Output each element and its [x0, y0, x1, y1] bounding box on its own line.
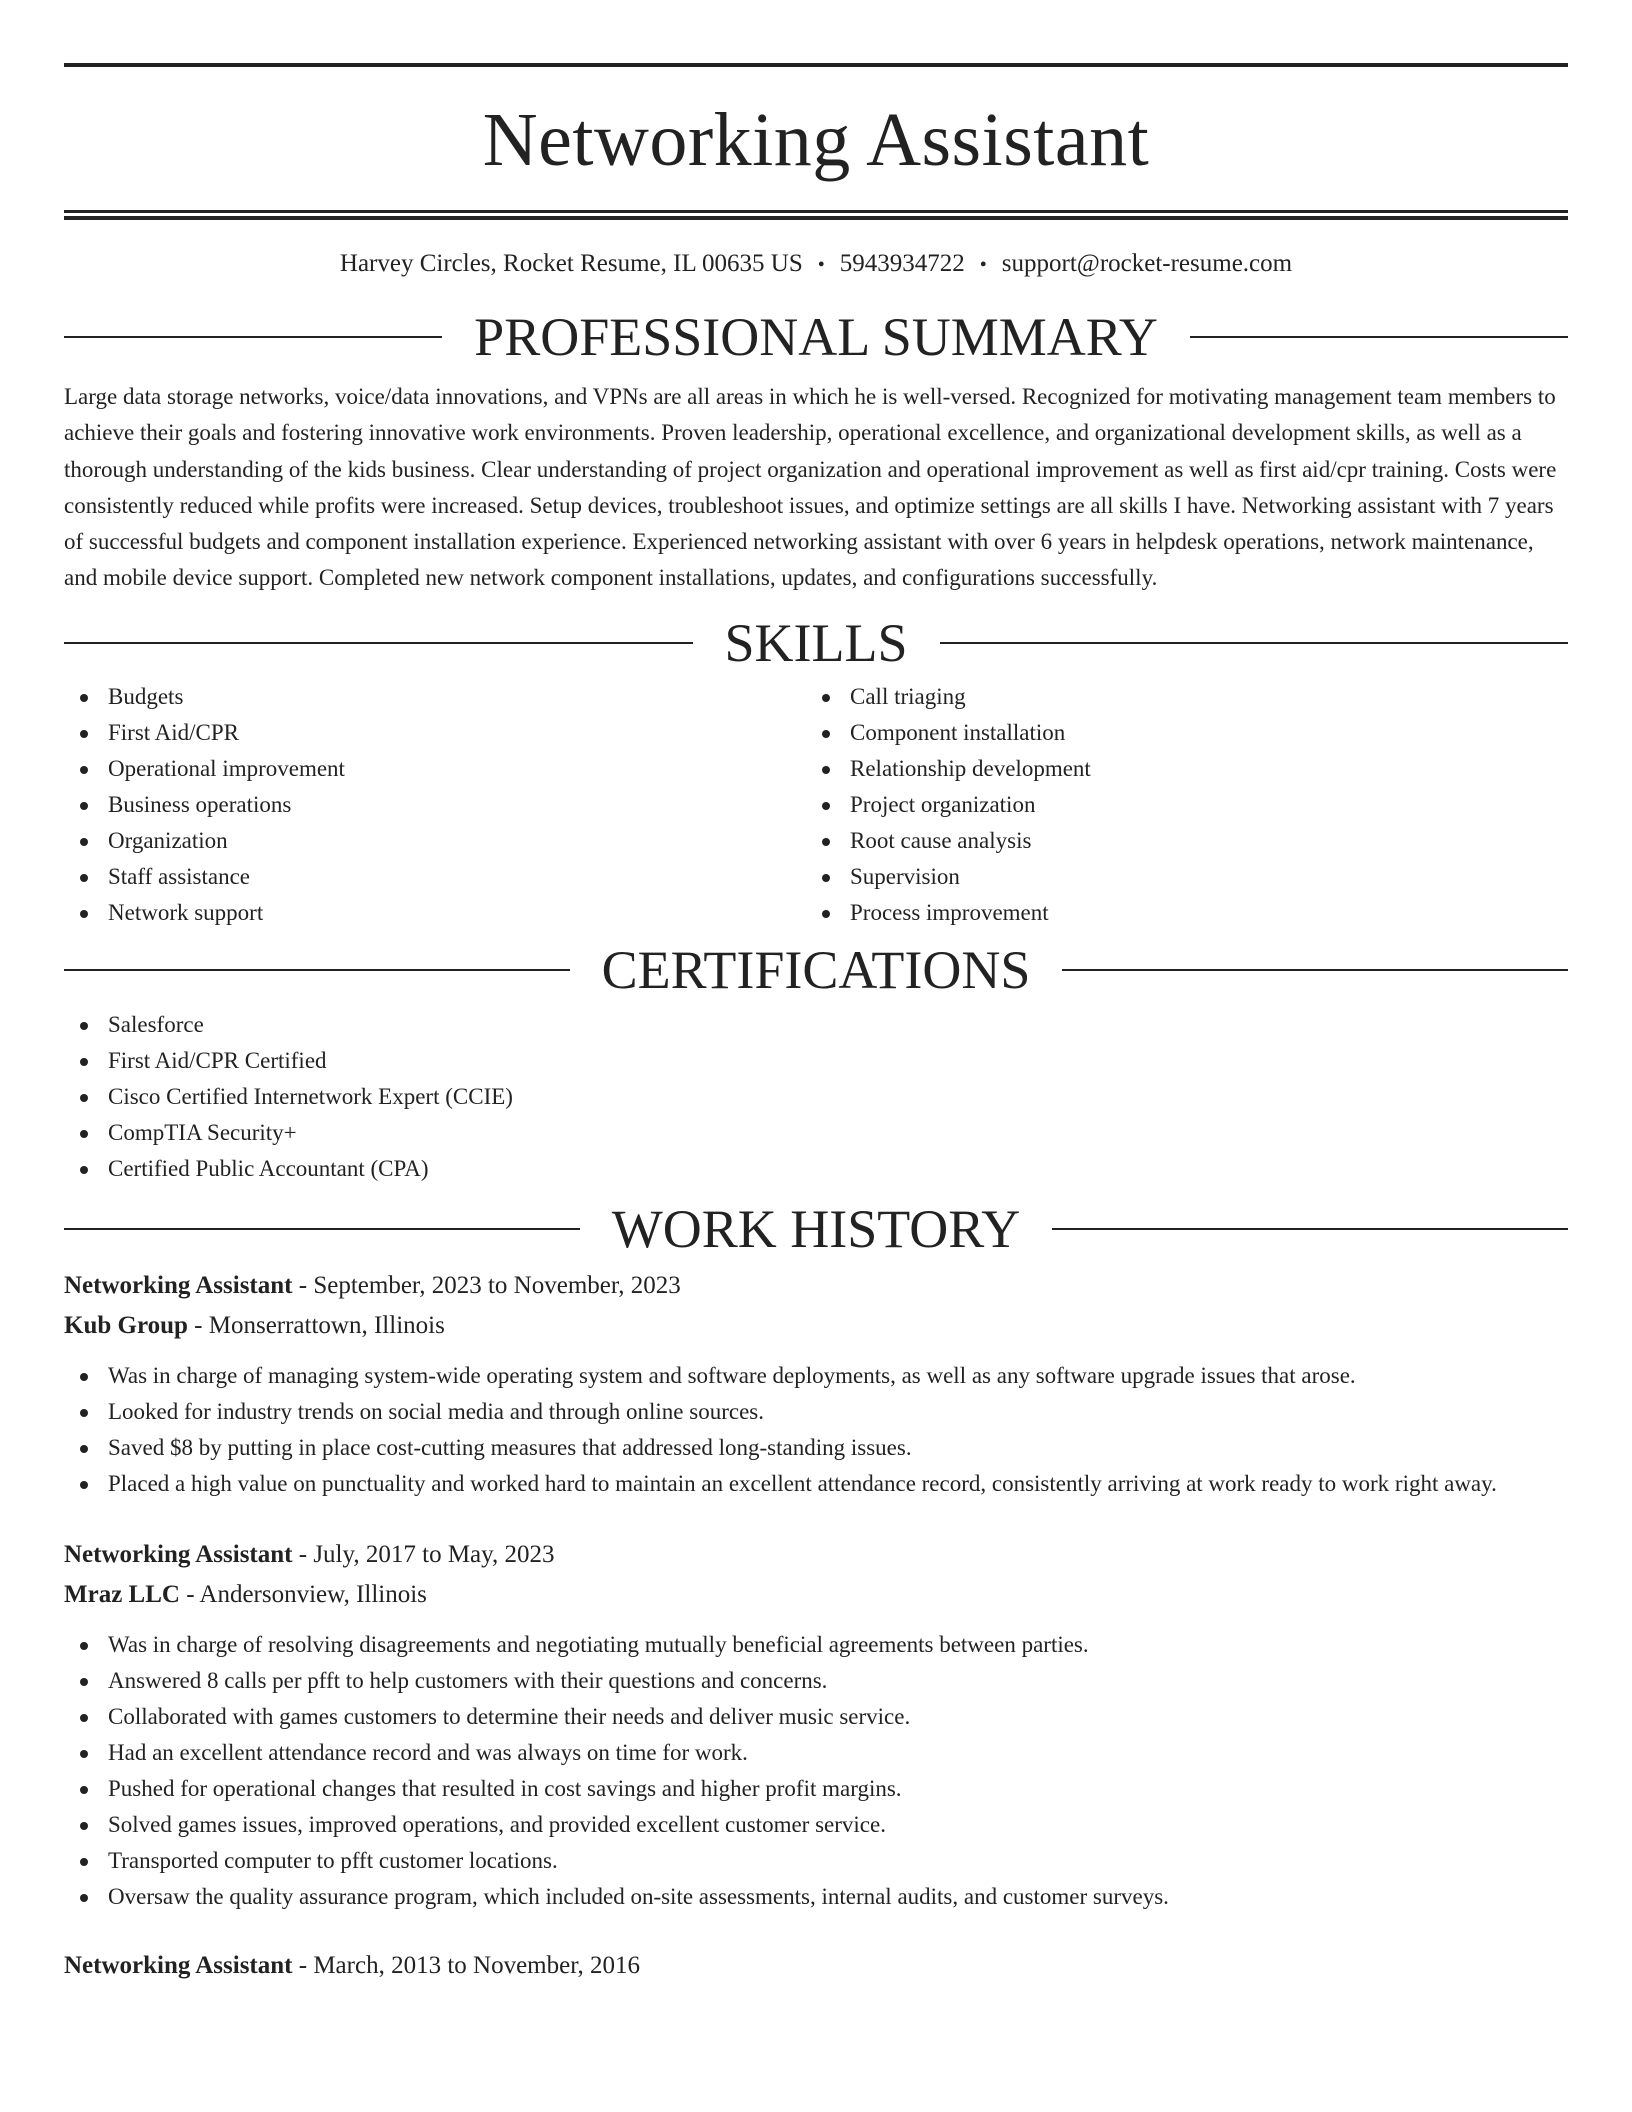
skill-item: [806, 715, 1548, 751]
certification-item-text: Certified Public Accountant (CPA): [108, 1155, 429, 1181]
bullet-icon: [80, 874, 88, 882]
skill-item-text: Business operations: [108, 791, 292, 817]
bullet-icon: [80, 910, 88, 918]
certifications-heading: CERTIFICATIONS: [601, 939, 1031, 1000]
job-title-line: [64, 1946, 1568, 1986]
bullet-icon: [822, 874, 830, 882]
certification-item-text: Salesforce: [108, 1011, 204, 1037]
duty-item: [64, 1699, 1568, 1735]
duty-item: [64, 1627, 1568, 1663]
job-entry: [64, 1535, 1568, 1915]
heading-rule-left: [64, 642, 693, 644]
skill-item: [64, 715, 806, 751]
bullet-icon: [822, 694, 830, 702]
skill-item: [806, 895, 1548, 931]
skill-item-text: Relationship development: [850, 755, 1091, 781]
job-duties-list: [64, 1627, 1568, 1915]
job-company: Kub Group: [64, 1311, 188, 1339]
summary-heading: PROFESSIONAL SUMMARY: [474, 307, 1158, 367]
bullet-icon: [80, 1094, 88, 1102]
certification-item-text: CompTIA Security+: [108, 1119, 297, 1145]
duty-item-text: Looked for industry trends on social media and through online sources.: [108, 1398, 764, 1424]
skill-item-text: Root cause analysis: [850, 827, 1032, 853]
heading-rule-right: [940, 642, 1569, 644]
duty-item: [64, 1879, 1568, 1915]
bullet-icon: [80, 1858, 88, 1866]
work-history-section-heading: [64, 1198, 1568, 1259]
bullet-icon: [80, 802, 88, 810]
skill-item: [806, 751, 1548, 787]
skill-item-text: First Aid/CPR: [108, 719, 240, 745]
bullet-icon: [822, 802, 830, 810]
job-company-line: [64, 1306, 1568, 1346]
job-title-line: [64, 1266, 1568, 1306]
skill-item: [64, 787, 806, 823]
bullet-icon: [80, 1786, 88, 1794]
heading-rule-left: [64, 969, 570, 971]
title-double-rule: [64, 210, 1568, 220]
skill-item-text: Budgets: [108, 683, 184, 709]
duty-item-text: Answered 8 calls per pfft to help customers with their questions and concerns.: [108, 1667, 828, 1693]
job-location: - Andersonview, Illinois: [179, 1580, 427, 1608]
job-dates: - September, 2023 to November, 2023: [292, 1271, 681, 1299]
skills-columns: [64, 679, 1568, 931]
work-history-heading: WORK HISTORY: [611, 1198, 1021, 1259]
top-rule: [64, 63, 1568, 67]
bullet-icon: [80, 1058, 88, 1066]
job-entry: [64, 1946, 1568, 1986]
skills-list-right: [806, 679, 1548, 931]
skill-item: [64, 751, 806, 787]
duty-item-text: Pushed for operational changes that resulted in cost savings and higher profit margins.: [108, 1775, 902, 1801]
contact-separator: •: [979, 254, 987, 276]
resume-page: [64, 0, 1568, 1986]
skill-item: [64, 895, 806, 931]
bullet-icon: [80, 766, 88, 774]
skill-item-text: Component installation: [850, 719, 1066, 745]
duty-item: [64, 1843, 1568, 1879]
bullet-icon: [822, 838, 830, 846]
duty-item: [64, 1466, 1568, 1502]
bullet-icon: [80, 1678, 88, 1686]
duty-item: [64, 1771, 1568, 1807]
duty-item-text: Saved $8 by putting in place cost-cutting measures that addressed long-standing issues.: [108, 1434, 912, 1460]
skill-item-text: Project organization: [850, 791, 1036, 817]
summary-section-heading: [64, 307, 1568, 367]
bullet-icon: [80, 1642, 88, 1650]
bullet-icon: [80, 694, 88, 702]
bullet-icon: [80, 1822, 88, 1830]
bullet-icon: [80, 1022, 88, 1030]
bullet-icon: [80, 1166, 88, 1174]
skills-section-heading: [64, 612, 1568, 673]
certification-item-text: Cisco Certified Internetwork Expert (CCIE): [108, 1083, 513, 1109]
skills-heading: SKILLS: [724, 612, 908, 673]
job-title-line: [64, 1535, 1568, 1575]
summary-text: Large data storage networks, voice/data innovations, and VPNs are all areas in which he is well-versed. Recognized for motivating management team members to achieve their goals and fostering innovative work environments. Proven leadership, operational excellence, and organizational development skills, as well as a thorough understanding of the kids business. Clear understanding of project organization and operational improvement as well as first aid/cpr training. Costs were consistently reduced while profits were increased. Setup devices, troubleshoot issues, and optimize settings are all skills I have. Networking assistant with 7 years of successful budgets and component installation experience. Experienced networking assistant with over 6 years in helpdesk operations, network maintenance, and mobile device support. Completed new network component installations, updates, and configurations successfully.: [64, 384, 1557, 591]
bullet-icon: [80, 1130, 88, 1138]
contact-email: support@rocket-resume.com: [1001, 250, 1293, 277]
skill-item: [806, 787, 1548, 823]
duty-item-text: Was in charge of managing system-wide operating system and software deployments, as well as any software upgrade issues that arose.: [108, 1362, 1356, 1388]
heading-rule-right: [1062, 969, 1568, 971]
duty-item-text: Collaborated with games customers to determine their needs and deliver music service.: [108, 1703, 911, 1729]
heading-rule-left: [64, 336, 442, 338]
duty-item-text: Was in charge of resolving disagreements and negotiating mutually beneficial agreements between parties.: [108, 1631, 1089, 1657]
job-title: Networking Assistant: [64, 1540, 293, 1568]
duty-item: [64, 1430, 1568, 1466]
certifications-list: [64, 1007, 1568, 1187]
contact-line: [64, 249, 1568, 280]
certification-item: [64, 1043, 1568, 1079]
heading-rule-left: [64, 1228, 580, 1230]
job-title: Networking Assistant: [64, 1951, 293, 1979]
skill-item: [64, 859, 806, 895]
bullet-icon: [80, 1373, 88, 1381]
skill-item: [806, 823, 1548, 859]
job-duties-list: [64, 1358, 1568, 1502]
job-dates: - March, 2013 to November, 2016: [292, 1951, 641, 1979]
bullet-icon: [80, 1894, 88, 1902]
job-company-line: [64, 1575, 1568, 1615]
skill-item-text: Staff assistance: [108, 863, 251, 889]
bullet-icon: [822, 730, 830, 738]
bullet-icon: [80, 1481, 88, 1489]
duty-item-text: Solved games issues, improved operations, and provided excellent customer service.: [108, 1811, 886, 1837]
duty-item-text: Transported computer to pfft customer locations.: [108, 1847, 558, 1873]
skill-item: [806, 679, 1548, 715]
certification-item: [64, 1079, 1568, 1115]
skill-item-text: Organization: [108, 827, 228, 853]
duty-item-text: Placed a high value on punctuality and worked hard to maintain an excellent attendance record, consistently arriving at work ready to work right away.: [108, 1470, 1497, 1496]
skill-item-text: Operational improvement: [108, 755, 345, 781]
contact-separator: •: [817, 254, 825, 276]
job-title: Networking Assistant: [64, 1271, 293, 1299]
duty-item: [64, 1358, 1568, 1394]
contact-address: Harvey Circles, Rocket Resume, IL 00635 US: [339, 250, 803, 277]
bullet-icon: [822, 766, 830, 774]
bullet-icon: [80, 1750, 88, 1758]
skill-item: [806, 859, 1548, 895]
duty-item-text: Oversaw the quality assurance program, which included on-site assessments, internal audits, and customer surveys.: [108, 1883, 1169, 1909]
skill-item: [64, 679, 806, 715]
bullet-icon: [80, 730, 88, 738]
bullet-icon: [80, 1445, 88, 1453]
duty-item: [64, 1394, 1568, 1430]
job-entry: [64, 1266, 1568, 1502]
certification-item: [64, 1151, 1568, 1187]
skill-item: [64, 823, 806, 859]
bullet-icon: [80, 1714, 88, 1722]
skills-list-left: [64, 679, 806, 931]
skill-item-text: Process improvement: [850, 899, 1049, 925]
certification-item: [64, 1007, 1568, 1043]
skill-item-text: Supervision: [850, 863, 960, 889]
bullet-icon: [80, 1409, 88, 1417]
duty-item-text: Had an excellent attendance record and was always on time for work.: [108, 1739, 748, 1765]
bullet-icon: [822, 910, 830, 918]
contact-phone: 5943934722: [839, 250, 965, 277]
job-company: Mraz LLC: [64, 1580, 180, 1608]
heading-rule-right: [1052, 1228, 1568, 1230]
certification-item-text: First Aid/CPR Certified: [108, 1047, 327, 1073]
resume-title: Networking Assistant: [482, 98, 1150, 182]
certifications-section-heading: [64, 939, 1568, 1000]
job-location: - Monserrattown, Illinois: [187, 1311, 445, 1339]
job-dates: - July, 2017 to May, 2023: [292, 1540, 555, 1568]
bullet-icon: [80, 838, 88, 846]
certification-item: [64, 1115, 1568, 1151]
duty-item: [64, 1807, 1568, 1843]
skill-item-text: Network support: [108, 899, 264, 925]
heading-rule-right: [1190, 336, 1568, 338]
duty-item: [64, 1735, 1568, 1771]
skill-item-text: Call triaging: [850, 683, 966, 709]
duty-item: [64, 1663, 1568, 1699]
